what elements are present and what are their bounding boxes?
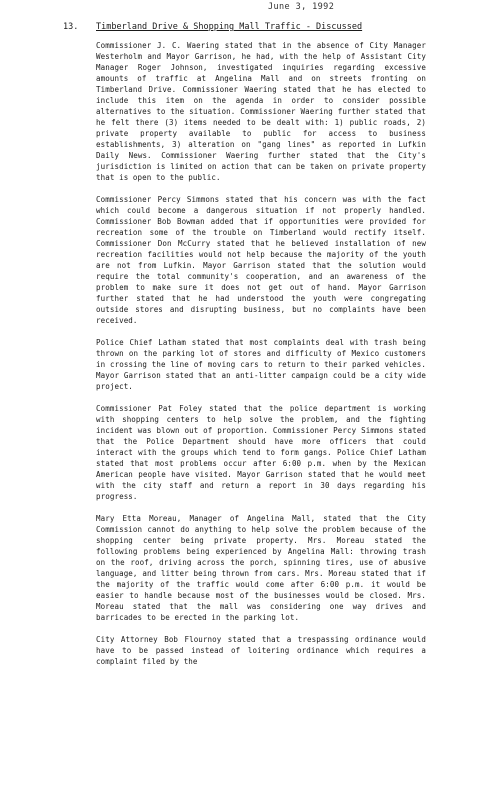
minutes-body (96, 40, 426, 667)
item-number: 13. (63, 22, 79, 32)
page-date: June 3, 1992 (268, 2, 335, 12)
paragraph: Commissioner J. C. Waering stated that in the absence of City Manager Westerholm and Mayor Garrison, he had, with the help of Assistant City Manager Roger Johnson, investigated inquiries regarding excessive amounts of traffic at Angelina Mall and on streets fronting on Timberland Drive. Commissioner Waering stated that he has elected to include this item on the agenda in order to consider possible alternatives to the situation. Commissioner Waering further stated that he felt there (3) items needed to be dealt with: 1) public roads, 2) private property available to public for access to business establishments, 3) alteration on "gang lines" as reported in Lufkin Daily News. Commissioner Waering further stated that the City's jurisdiction is limited on action that can be taken on private property that is open to the public. (96, 41, 426, 182)
paragraph: Police Chief Latham stated that most complaints deal with trash being thrown on the parking lot of stores and difficulty of Mexico customers in crossing the line of moving cars to return to their parked vehicles. Mayor Garrison stated that an anti-litter campaign could be a city wide project. (96, 338, 426, 391)
paragraph: Commissioner Percy Simmons stated that his concern was with the fact which could become a dangerous situation if not properly handled. Commissioner Bob Bowman added that if opportunities were provided for recreation some of the trouble on Timberland would rectify itself. Commissioner Don McCurry stated that he believed installation of new recreation facilities would not help because the majority of the youth are not from Lufkin. Mayor Garrison stated that the solution would require the total community's cooperation, and an awareness of the problem to make sure it does not get out of hand. Mayor Garrison further stated that he had understood the youth were congregating outside stores and disrupting business, but no complaints have been received. (96, 195, 426, 325)
paragraph: City Attorney Bob Flournoy stated that a trespassing ordinance would have to be passed instead of loitering ordinance which requires a complaint filed by the (96, 635, 426, 666)
item-title: Timberland Drive & Shopping Mall Traffic - Discussed (96, 22, 363, 32)
paragraph: Commissioner Pat Foley stated that the police department is working with shopping centers to help solve the problem, and the fighting incident was blown out of proportion. Commissioner Percy Simmons stated that the Police Department should have more officers that could interact with the groups which tend to form gangs. Police Chief Latham stated that most problems occur after 6:00 p.m. when by the Mexican American people have visited. Mayor Garrison stated that he would meet with the city staff and return a report in 30 days regarding his progress. (96, 404, 426, 501)
paragraph: Mary Etta Moreau, Manager of Angelina Mall, stated that the City Commission cannot do anything to help solve the problem because of the shopping center being private property. Mrs. Moreau stated the following problems being experienced by Angelina Mall: throwing trash on the roof, driving across the porch, spinning tires, use of abusive language, and litter being thrown from cars. Mrs. Moreau stated that if the majority of the traffic would come after 6:00 p.m. it would be easier to handle because most of the businesses would be closed. Mrs. Moreau stated that the mall was considering one way drives and barricades to be erected in the parking lot. (96, 514, 426, 622)
